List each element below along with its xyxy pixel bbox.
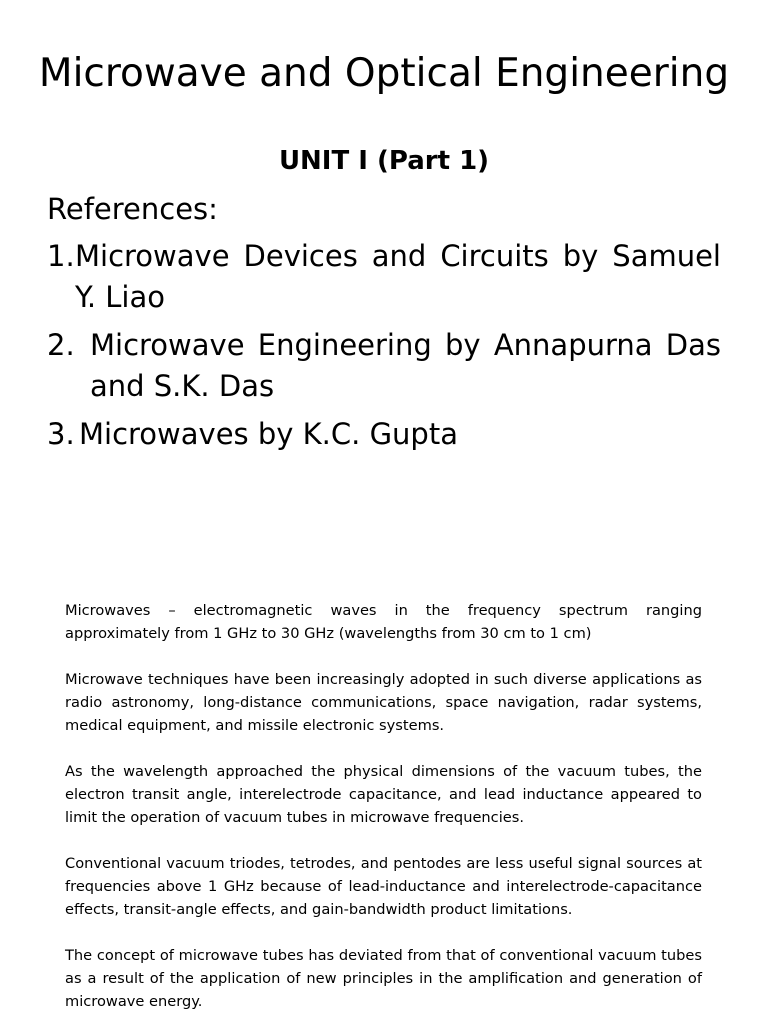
references-heading: References: [47, 192, 218, 226]
slide-title: Microwave and Optical Engineering [38, 51, 730, 96]
reference-text: Microwave Devices and Circuits by Samuel Y. Liao [75, 239, 721, 314]
reference-item [47, 414, 721, 455]
reference-number: 1. [47, 239, 75, 273]
reference-text: Microwaves by K.C. Gupta [79, 417, 458, 451]
unit-heading: UNIT I (Part 1) [278, 146, 490, 176]
reference-text: Microwave Engineering by Annapurna Das and S.K. Das [90, 328, 721, 403]
reference-item [47, 236, 721, 318]
notes-paragraph: The concept of microwave tubes has deviated from that of conventional vacuum tubes as a result of the application of new principles in the amplification and generation of microwave energy. [65, 947, 702, 1010]
notes-paragraph: As the wavelength approached the physical dimensions of the vacuum tubes, the electron transit angle, interelectrode capacitance, and lead inductance appeared to limit the operation of vacuum tubes in microwave frequencies. [65, 763, 702, 826]
notes-paragraph: Conventional vacuum triodes, tetrodes, and pentodes are less useful signal sources at frequencies above 1 GHz because of lead-inductance and interelectrode-capacitance effects, transit-angle effects, and gain-bandwidth product limitations. [65, 855, 702, 918]
notes-paragraph: Microwave techniques have been increasingly adopted in such diverse applications as radio astronomy, long-distance communications, space navigation, radar systems, medical equipment, and missile electronic systems. [65, 671, 702, 734]
notes-paragraph: Microwaves – electromagnetic waves in the frequency spectrum ranging approximately from 1 GHz to 30 GHz (wavelengths from 30 cm to 1 cm) [65, 602, 702, 642]
reference-item [47, 325, 721, 407]
reference-number: 3. [47, 417, 75, 451]
references-list [47, 236, 721, 462]
notes-body [65, 599, 702, 1036]
reference-number: 2. [47, 328, 75, 362]
